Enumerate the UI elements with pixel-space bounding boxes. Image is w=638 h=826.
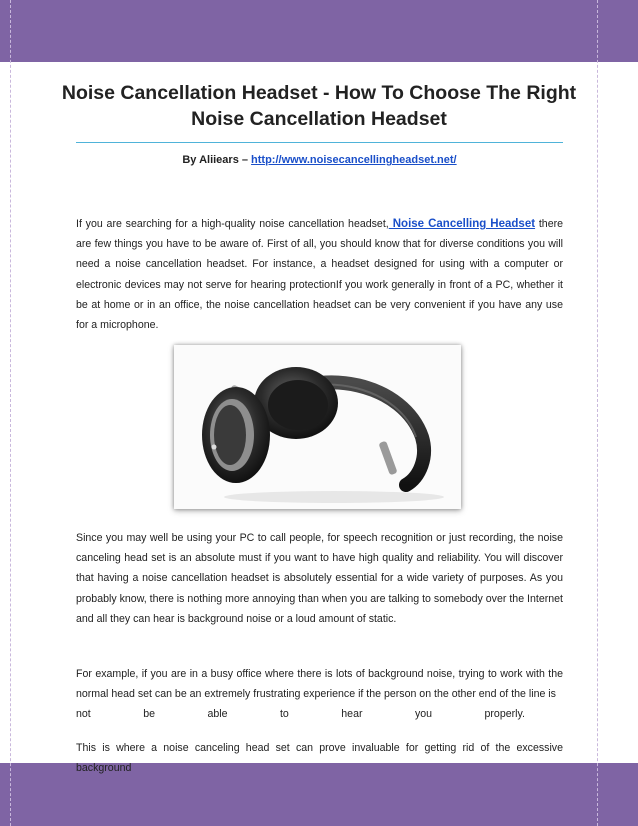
word: hear bbox=[341, 708, 363, 721]
byline-author: By Aliiears – bbox=[182, 154, 252, 166]
paragraph-3 bbox=[76, 664, 563, 725]
headphones-photo bbox=[174, 345, 461, 509]
byline-link[interactable]: http://www.noisecancellingheadset.net/ bbox=[251, 154, 457, 166]
paragraph-1-end: there are few things you have to be aware of. First of all, you should know that for diverse conditions you will need a noise cancellation headset. For instance, a headset designed for using with a computer or electronic devices may not serve for hearing protectionIf you work generally in front of a PC, whether it be at home or in an office, the noise cancellation headset can be very convenient if you have any use for a microphone. bbox=[76, 218, 564, 332]
paragraph-1-start: If you are searching for a high-quality noise cancellation headset, bbox=[76, 218, 389, 230]
header-band bbox=[0, 0, 638, 62]
noise-cancelling-headset-link[interactable]: Noise Cancelling Headset bbox=[388, 218, 536, 230]
word: properly. bbox=[484, 708, 525, 721]
word: you bbox=[414, 708, 433, 721]
word: be bbox=[143, 708, 155, 721]
paragraph-1 bbox=[76, 214, 563, 335]
paragraph-2: Since you may well be using your PC to call people, for speech recognition or just recording, the noise canceling head set is an absolute must if you want to have high quality and reliability. You will discover that having a noise cancellation headset is absolutely essential for a wide variety of purposes. As you probably know, there is nothing more annoying than when you are talking to somebody over the Internet and all they can hear is background noise or a loud amount of static. bbox=[76, 532, 563, 625]
word: not bbox=[76, 708, 91, 721]
word: to bbox=[279, 708, 289, 721]
document-title: Noise Cancellation Headset - How To Choose The Right Noise Cancellation Headset bbox=[61, 82, 577, 130]
byline bbox=[76, 154, 563, 166]
paragraph-3-last-line bbox=[76, 704, 563, 724]
headphones-icon bbox=[174, 345, 461, 509]
left-dashed-border bbox=[10, 0, 11, 826]
title-divider bbox=[76, 142, 563, 143]
paragraph-3-text: For example, if you are in a busy office where there is lots of background noise, trying to work with the normal head set can be an extremely frustrating experience if the person on the other end of the line is bbox=[76, 668, 563, 701]
word: able bbox=[207, 708, 228, 721]
paragraph-4: This is where a noise canceling head set can prove invaluable for getting rid of the excessive background bbox=[76, 742, 563, 775]
